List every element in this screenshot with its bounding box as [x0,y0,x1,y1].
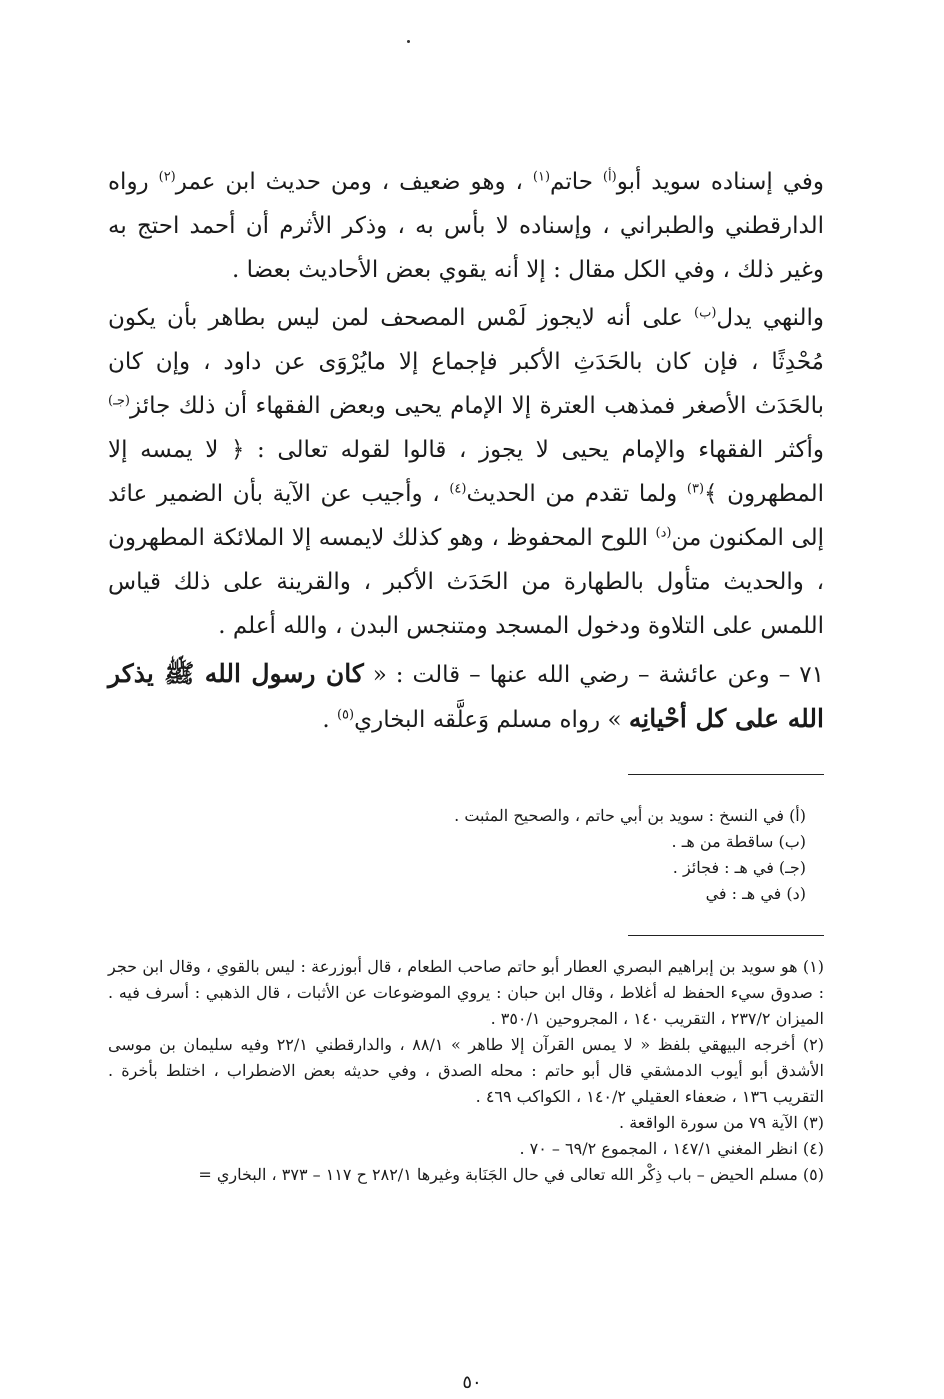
editor-note: (أ) في النسخ : سويد بن أبي حاتم ، والصحيح المثبت . [454,806,806,825]
footnote: (١) هو سويد بن إبراهيم البصري العطار أبو حاتم صاحب الطعام ، قال أبوزرعة : ليس بالقوي ، وقال ابن حجر : صدوق سيء الحفظ له أغلاط ، وقال ابن حبان : يروي الموضوعات عن الأثبات ، قال الذهبي : أسرف فيه . الميزان ٢٣٧/٢ ، التقريب ١٤٠ ، المجروحين ٣٥٠/١ . [108,957,824,1028]
footnote-ref-4: (٤) [449,481,467,497]
footnote-divider-2 [628,935,824,936]
footnote-ref-2: (٢) [158,169,176,185]
hadith-71: ٧١ – وعن عائشة – رضي الله عنها – قالت : « كان رسول الله ﷺ يذكر الله على كل أحْيانِه » رواه مسلم وَعلَّقه البخاري$^{(٥)}$ . [108,659,824,733]
footnote-ref-d: (د) [655,525,672,541]
footnote-ref-a: (أ) [602,169,617,185]
footnote: (٢) أخرجه البيهقي بلفظ « لا يمس القرآن إلا طاهر » ٨٨/١ ، والدارقطني ٢٢/١ وفيه سليمان بن موسى الأشدق أبو أيوب الدمشقي قال أبو حاتم : محله الصدق ، وفي حديثه بعض الاضطراب ، اختلط بأخرة . التقريب ١٣٦ ، ضعفاء العقيلي ١٤٠/٢ ، الكواكب ٤٦٩ . [108,1035,825,1106]
footnote: (٣) الآية ٧٩ من سورة الواقعة . [619,1113,824,1132]
editor-note: (جـ) في هـ : فجائز . [672,858,806,877]
scan-speck [407,40,410,43]
paragraph-2: والنهي يدل$^{(ب)}$ على أنه لايجوز لَمْس المصحف لمن ليس بطاهر بأن يكون مُحْدِثًا ، فإن كان بالحَدَثِ الأكبر فإجماع إلا مايُرْوَى عن داود ، وإن كان بالحَدَث الأصغر فمذهب العترة إلا الإمام يحيى وبعض الفقهاء أن ذلك جائز$^{(جـ)}$ وأكثر الفقهاء والإمام يحيى لا يجوز ، قالوا لقوله تعالى : ﴿ لا يمسه إلا المطهرون ﴾$^{(٣)}$ ولما تقدم من الحديث$^{(٤)}$ ، وأجيب عن الآية بأن الضمير عائد إلى المكنون من$^{(د)}$ اللوح المحفوظ ، وهو كذلك لايمسه إلا الملائكة المطهرون ، والحديث متأول بالطهارة من الحَدَث الأكبر ، والقرينة على ذلك قياس اللمس على التلاوة ودخول المسجد ومتنجس البدن ، والله أعلم . [108,305,825,639]
page-number: ٥٠ [462,1372,482,1393]
footnote: (٥) مسلم الحيض – باب ذِكْر الله تعالى في حال الجَنَابة وغيرها ٢٨٢/١ ح ١١٧ – ٣٧٣ ، البخاري = [198,1165,824,1184]
hadith-text: كان رسول الله ﷺ يذكر الله على كل أحْيانِه [108,659,824,733]
footnote-ref-b: (ب) [694,305,717,321]
footnotes [108,954,824,1188]
page-body [108,160,824,1188]
editor-notes [108,803,824,907]
main-text [108,160,824,742]
footnote: (٤) انظر المغني ١٤٧/١ ، المجموع ٦٩/٢ – ٧٠ . [519,1139,824,1158]
editor-note: (د) في هـ : في [705,884,806,903]
editor-note: (ب) ساقطة من هـ . [671,832,806,851]
footnote-divider-1 [628,774,824,775]
footnote-ref-j: (جـ) [108,393,130,409]
paragraph-1: وفي إسناده سويد أبو$^{(أ)}$ حاتم$^{(١)}$ ، وهو ضعيف ، ومن حديث ابن عمر$^{(٢)}$ رواه الدارقطني والطبراني ، وإسناده لا بأس به ، وذكر الأثرم أن أحمد احتج به وغير ذلك ، وفي الكل مقال : إلا أنه يقوي بعض الأحاديث بعضا . [108,169,824,283]
footnote-ref-1: (١) [532,169,551,185]
footnote-ref-3: (٣) [686,481,705,497]
footnote-ref-5: (٥) [336,707,355,723]
